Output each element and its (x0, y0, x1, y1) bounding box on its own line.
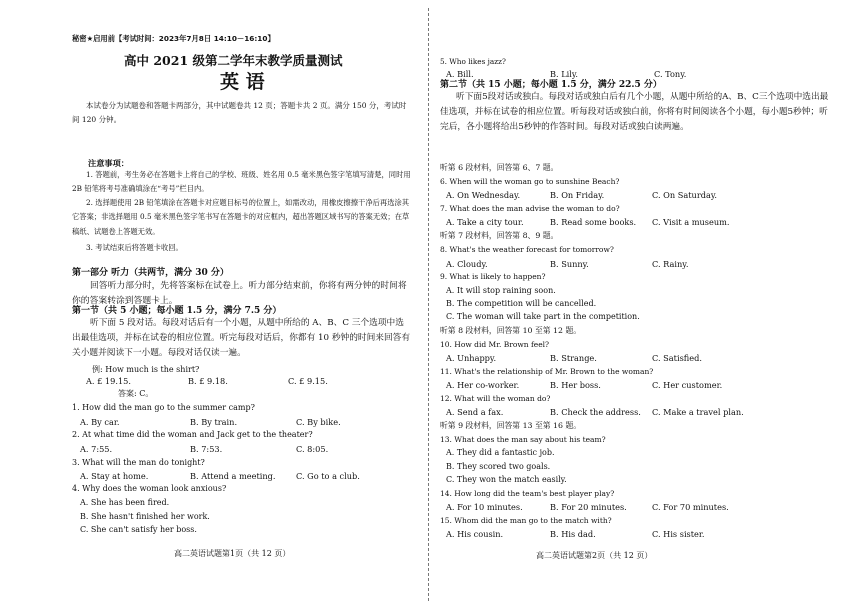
option-a: A. For 10 minutes. (446, 501, 523, 512)
option-a: A. His cousin. (446, 528, 504, 539)
example-options (86, 377, 328, 385)
option-c: C. By bike. (296, 417, 341, 427)
example-question: 例: How much is the shirt? (92, 365, 200, 374)
option-c: C. She can't satisfy her boss. (80, 525, 197, 534)
option-a: A. She has been fired. (80, 498, 170, 507)
question-options (446, 503, 729, 511)
question-options (446, 354, 702, 362)
option-a: A. It will stop raining soon. (446, 285, 556, 295)
option-a: A. Her co-worker. (446, 380, 520, 391)
option-b: B. Attend a meeting. (190, 471, 276, 481)
question-text: 15. Whom did the man go to the match with? (440, 515, 612, 525)
option-b: B. The competition will be cancelled. (446, 298, 597, 308)
question-text: 6. When will the woman go to sunshine Beach? (440, 177, 620, 187)
question-options (446, 408, 744, 416)
question-text: 13. What does the man say about his team? (440, 435, 606, 445)
question-3-options (80, 472, 360, 480)
option-a: A. Take a city tour. (446, 217, 524, 228)
option-b: B. His dad. (550, 528, 596, 539)
option-a: A. Unhappy. (446, 353, 497, 364)
section1-heading: 第一节（共 5 小题；每小题 1.5 分，满分 7.5 分） (72, 306, 282, 316)
exam-time-note: 秘密★启用前【考试时间：2023年7月8日 14:10－16:10】 (72, 34, 275, 43)
part1-heading: 第一部分 听力（共两节，满分 30 分） (72, 268, 229, 278)
option-b: B. They scored two goals. (446, 461, 551, 471)
listening-instruction: 听第 8 段材料，回答第 10 至第 12 题。 (440, 325, 582, 335)
page-divider (428, 8, 429, 601)
question-1-options (80, 418, 341, 426)
option-b: B. Sunny. (550, 258, 589, 269)
option-b: B. Check the address. (550, 407, 641, 418)
part1-desc: 回答听力部分时，先将答案标在试卷上。听力部分结束前，你将有两分钟的时间将你的答案转涂到答题卡上。 (72, 281, 407, 306)
option-c: C. Make a travel plan. (652, 407, 744, 418)
example-option-c: C. £ 9.15. (288, 376, 328, 386)
question-2: 2. At what time did the woman and Jack get to the theater? (72, 430, 313, 439)
option-b: B. 7:53. (190, 444, 223, 454)
listening-instruction: 听第 6 段材料，回答第 6、7 题。 (440, 163, 559, 172)
question-text: 8. What's the weather forecast for tomorrow? (440, 245, 614, 255)
option-a: A. Stay at home. (80, 471, 149, 481)
note-3: 3. 考试结束后将答题卡收回。 (86, 243, 183, 252)
example-option-b: B. £ 9.18. (188, 376, 228, 386)
option-b: B. Lily. (550, 69, 579, 79)
option-b: B. Her boss. (550, 380, 601, 391)
option-a: A. On Wednesday. (446, 190, 521, 201)
option-c: C. Her customer. (652, 380, 723, 391)
option-b: B. She hasn't finished her work. (80, 512, 210, 521)
option-c: C. They won the match easily. (446, 474, 567, 484)
section1-desc: 听下面 5 段对话。每段对话后有一个小题，从题中所给的 A、B、C 三个选项中选出最佳选项，并标在试卷的相应位置。听完每段对话后，你都有 10 秒钟的时间来回答有关小题并阅读下一小题。每段对话仅读一遍。 (72, 318, 411, 358)
question-1: 1. How did the man go to the summer camp? (72, 403, 255, 412)
example-option-a: A. £ 19.15. (86, 376, 131, 386)
question-5: 5. Who likes jazz? (440, 57, 506, 66)
question-text: 10. How did Mr. Brown feel? (440, 340, 550, 349)
section2-desc: 听下面5段对话或独白。每段对话或独白后有几个小题，从题中所给的A、B、C三个选项中选出最佳选项，并标在试卷的相应位置。听每段对话或独白前，你将有时间阅读各个小题，每小题5秒钟；听完后，各小题将给出5秒钟的作答时间。每段对话或独白读两遍。 (440, 92, 829, 132)
option-b: B. By train. (190, 417, 238, 427)
section2-heading: 第二节（共 15 小题；每小题 1.5 分，满分 22.5 分） (440, 80, 662, 90)
option-c: C. Satisfied. (652, 353, 702, 364)
option-a: A. Bill. (446, 69, 474, 79)
question-options (446, 530, 705, 538)
notes-title: 注意事项： (88, 158, 129, 168)
option-c: C. The woman will take part in the competition. (446, 312, 640, 321)
page-footer-left: 高二英语试题第1页（共 12 页） (174, 549, 291, 558)
option-a: A. 7:55. (80, 444, 113, 454)
question-options (446, 381, 722, 389)
option-c: C. Tony. (654, 69, 687, 79)
question-text: 11. What's the relationship of Mr. Brown to the woman? (440, 367, 654, 376)
option-c: C. 8:05. (296, 444, 329, 454)
page-footer-right: 高二英语试题第2页（共 12 页） (536, 551, 653, 560)
question-5-options (446, 70, 686, 78)
option-b: B. Read some books. (550, 217, 637, 228)
subject-title: 英 语 (220, 71, 265, 93)
option-b: B. Strange. (550, 353, 597, 364)
question-text: 9. What is likely to happen? (440, 272, 546, 282)
option-c: C. Rainy. (652, 258, 689, 269)
note-2: 2. 选择题使用 2B 铅笔填涂在答题卡对应题目标号的位置上，如需改动，用橡皮擦擦干净后再选涂其它答案；非选择题用 0.5 毫米黑色签字笔书写在答题卡的对应框内，超出答题区域书写的答案无效；在草稿纸、试题卷上答题无效。 (72, 198, 410, 236)
question-3: 3. What will the man do tonight? (72, 458, 205, 467)
question-text: 7. What does the man advise the woman to do? (440, 204, 620, 214)
option-a: A. Send a fax. (446, 407, 504, 418)
question-text: 12. What will the woman do? (440, 394, 551, 403)
question-2-options (80, 445, 328, 453)
question-4: 4. Why does the woman look anxious? (72, 484, 227, 493)
option-c: C. For 70 minutes. (652, 501, 729, 512)
option-c: C. Visit a museum. (652, 217, 730, 228)
listening-instruction: 听第 9 段材料，回答第 13 至第 16 题。 (440, 421, 582, 430)
option-c: C. His sister. (652, 528, 705, 539)
exam-title: 高中 2021 级第二学年末教学质量测试 (124, 53, 343, 68)
intro-text: 本试卷分为试题卷和答题卡两部分，其中试题卷共 12 页；答题卡共 2 页。满分 150 分，考试时间 120 分钟。 (72, 101, 407, 124)
option-a: A. By car. (80, 417, 120, 427)
listening-instruction: 听第 7 段材料，回答第 8、9 题。 (440, 231, 559, 241)
note-1: 1. 答题前，考生务必在答题卡上将自己的学校、班级、姓名用 0.5 毫米黑色签字笔填写清楚，同时用 2B 铅笔将考号准确填涂在“考号”栏目内。 (72, 170, 411, 194)
option-a: A. They did a fantastic job. (446, 448, 555, 458)
question-text: 14. How long did the team's best player play? (440, 488, 615, 498)
example-answer: 答案: C。 (118, 389, 154, 398)
question-options (446, 191, 717, 199)
option-a: A. Cloudy. (446, 258, 488, 269)
option-b: B. On Friday. (550, 190, 605, 201)
question-options (446, 260, 688, 268)
option-b: B. For 20 minutes. (550, 501, 627, 512)
option-c: C. On Saturday. (652, 190, 717, 201)
question-options (446, 218, 730, 226)
option-c: C. Go to a club. (296, 471, 360, 481)
